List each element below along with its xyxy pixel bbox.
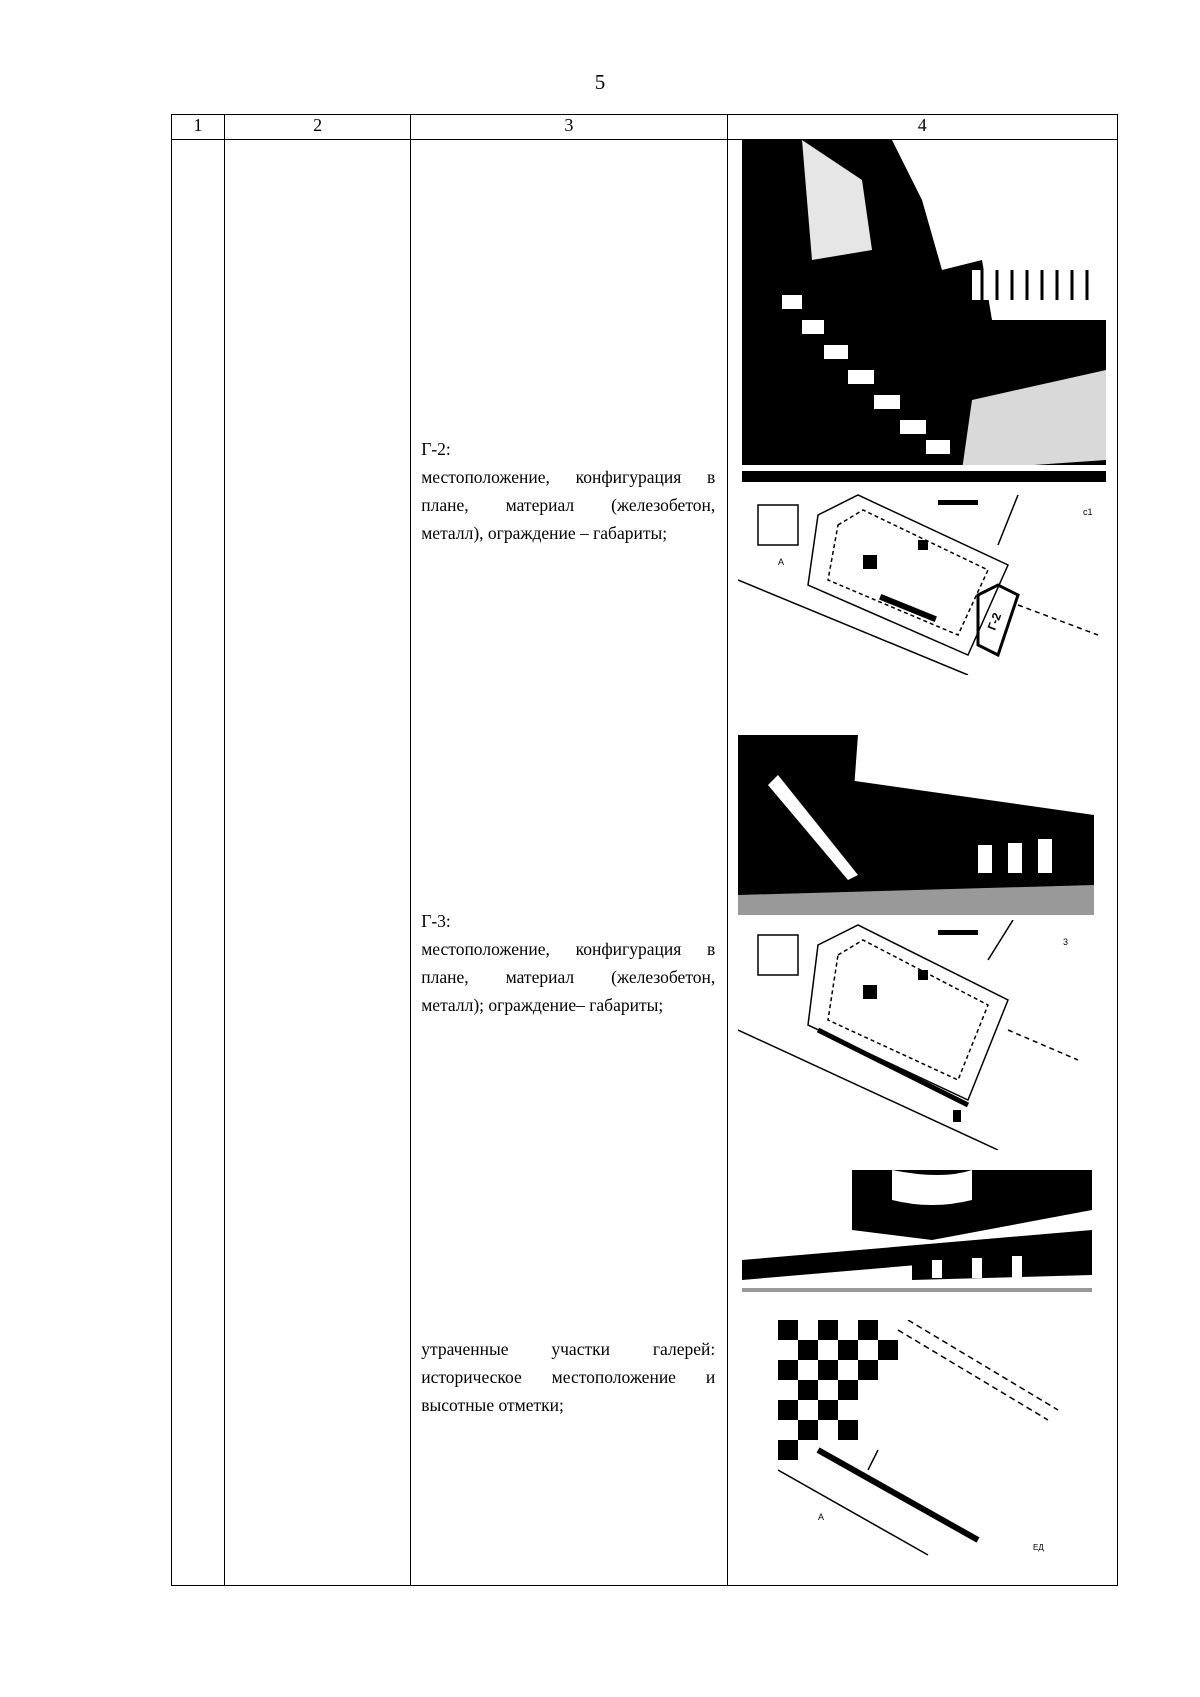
cell-illustrations <box>727 140 1117 1586</box>
document-table <box>171 114 1118 1586</box>
plan-label-c1: с1 <box>1082 507 1093 517</box>
entry-lost-galleries-description: утраченные участки галерей: историческое местоположение и высотные отметки; <box>421 1339 716 1415</box>
table-header-row <box>172 115 1118 140</box>
cell-subject-description <box>411 140 727 1586</box>
photo-building-facade <box>742 1170 1092 1300</box>
header-col-1: 1 <box>172 115 225 140</box>
site-plan-g3 <box>738 920 1088 1150</box>
entry-g2-code: Г-2: <box>421 439 451 459</box>
entry-g3 <box>421 907 715 1019</box>
photo-staircase-gallery <box>742 140 1106 482</box>
header-col-4: 4 <box>727 115 1117 140</box>
entry-g3-code: Г-3: <box>421 911 451 931</box>
page-number: 5 <box>594 70 606 94</box>
entry-g2 <box>421 435 715 547</box>
entry-g2-description: местоположение, конфигурация в плане, материал (железобетон, металл), ограждение – габариты; <box>421 467 716 543</box>
header-col-3: 3 <box>411 115 727 140</box>
site-plan-g2 <box>738 485 1106 675</box>
plan-marker-g2: Г-2 <box>984 610 1004 633</box>
cell-object-name <box>225 140 411 1586</box>
header-col-2: 2 <box>225 115 411 140</box>
plan-label-ed: ЕД <box>1032 1543 1044 1552</box>
plan-label-3: 3 <box>1062 937 1068 947</box>
entry-g3-description: местоположение, конфигурация в плане, материал (железобетон, металл); ограждение– габариты; <box>421 939 716 1015</box>
plan-label-a2: А <box>817 1512 824 1522</box>
photo-gallery-colonnade <box>738 735 1094 915</box>
table-row <box>172 140 1118 1586</box>
cell-number <box>172 140 225 1586</box>
site-plan-lost-galleries <box>778 1320 1098 1560</box>
plan-label-a: А <box>777 557 784 567</box>
entry-lost-galleries <box>421 1335 715 1419</box>
